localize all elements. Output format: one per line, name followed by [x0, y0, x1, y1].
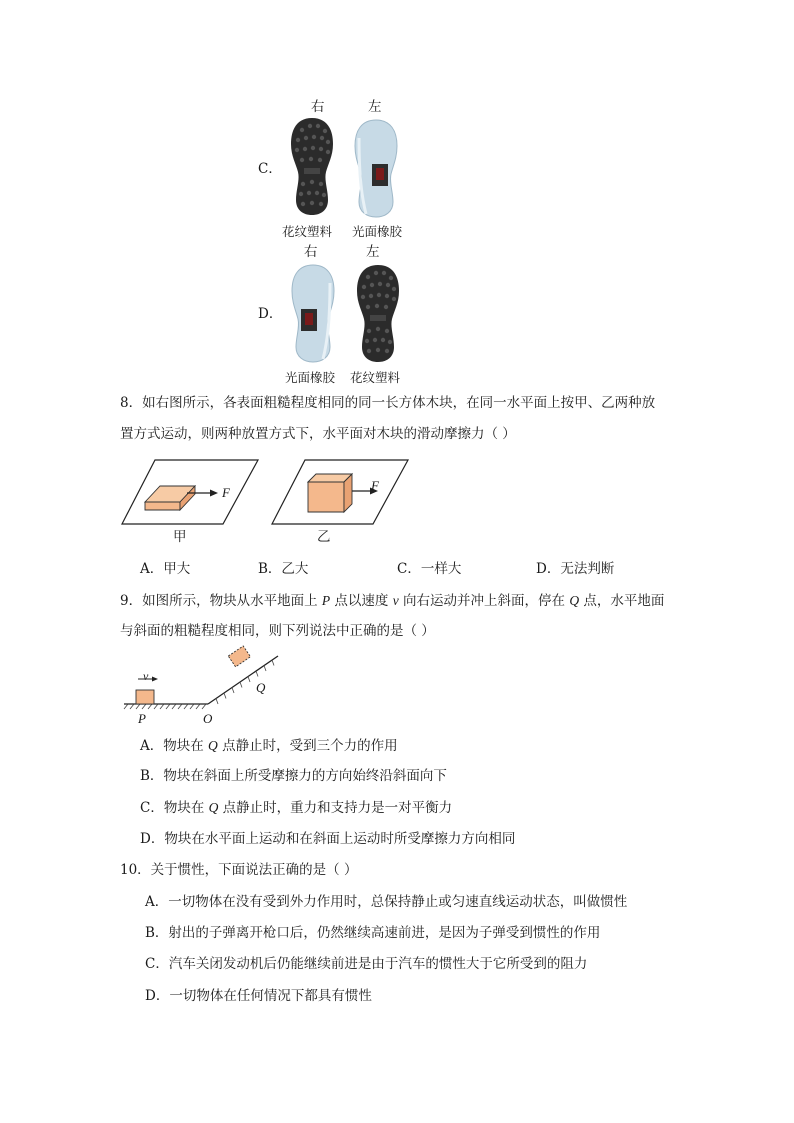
shoe-left-label: 左	[366, 244, 380, 260]
option-b[interactable]: B．乙大	[258, 561, 309, 577]
option-c[interactable]: C．一样大	[397, 561, 462, 577]
figure-label-jia: 甲	[173, 529, 187, 545]
figure-label-yi: 乙	[317, 529, 331, 545]
shoe-right-caption: 花纹塑料	[282, 224, 333, 239]
option-letter: D．	[258, 306, 283, 322]
shoe-left-caption: 花纹塑料	[350, 370, 401, 385]
smooth-sole-icon	[289, 263, 337, 363]
option-c[interactable]: C．汽车关闭发动机后仍能继续前进是由于汽车的惯性大于它所受到的阻力	[145, 956, 588, 972]
force-label: F	[222, 485, 230, 500]
option-b[interactable]: B．射出的子弹离开枪口后，仍然继续高速前进，是因为子弹受到惯性的作用	[145, 925, 601, 941]
patterned-sole-icon	[288, 116, 336, 216]
option-b[interactable]: B．物块在斜面上所受摩擦力的方向始终沿斜面向下	[140, 768, 447, 784]
force-label: F	[371, 478, 379, 493]
shoe-left-label: 左	[368, 99, 382, 115]
point-p-label: P	[138, 711, 146, 726]
patterned-sole-icon	[354, 263, 402, 363]
question-stem: 10．关于惯性，下面说法正确的是（ ）	[120, 862, 358, 878]
option-d[interactable]: D．物块在水平面上运动和在斜面上运动时所受摩擦力方向相同	[140, 831, 516, 847]
block-upright-figure	[270, 458, 410, 528]
question-stem: 9．如图所示，物块从水平地面上 P 点以速度 v 向右运动并冲上斜面，停在 Q 点，水平地面	[120, 593, 665, 609]
smooth-sole-icon	[352, 118, 400, 218]
block-flat-figure	[120, 458, 260, 528]
shoe-right-label: 右	[304, 244, 318, 260]
point-o-label: O	[203, 711, 213, 726]
option-d[interactable]: D．无法判断	[536, 561, 615, 577]
option-letter: C．	[258, 161, 282, 177]
option-c[interactable]: C．物块在 Q 点静止时，重力和支持力是一对平衡力	[140, 800, 453, 816]
question-stem: 8．如右图所示，各表面粗糙程度相同的同一长方体木块，在同一水平面上按甲、乙两种放	[120, 395, 656, 411]
option-d[interactable]: D．一切物体在任何情况下都具有惯性	[145, 988, 372, 1004]
shoe-left-caption: 光面橡胶	[352, 224, 403, 239]
point-q-label: Q	[256, 680, 266, 695]
option-a[interactable]: A．甲大	[140, 561, 191, 577]
question-stem: 与斜面的粗糙程度相同，则下列说法中正确的是（ ）	[120, 623, 435, 639]
shoe-right-caption: 光面橡胶	[285, 370, 336, 385]
option-a[interactable]: A．物块在 Q 点静止时，受到三个力的作用	[140, 738, 398, 754]
velocity-label: v	[143, 669, 149, 683]
option-a[interactable]: A．一切物体在没有受到外力作用时，总保持静止或匀速直线运动状态，叫做惯性	[145, 894, 628, 910]
shoe-right-label: 右	[311, 99, 325, 115]
question-stem: 置方式运动，则两种放置方式下，水平面对木块的滑动摩擦力（ ）	[120, 426, 516, 442]
